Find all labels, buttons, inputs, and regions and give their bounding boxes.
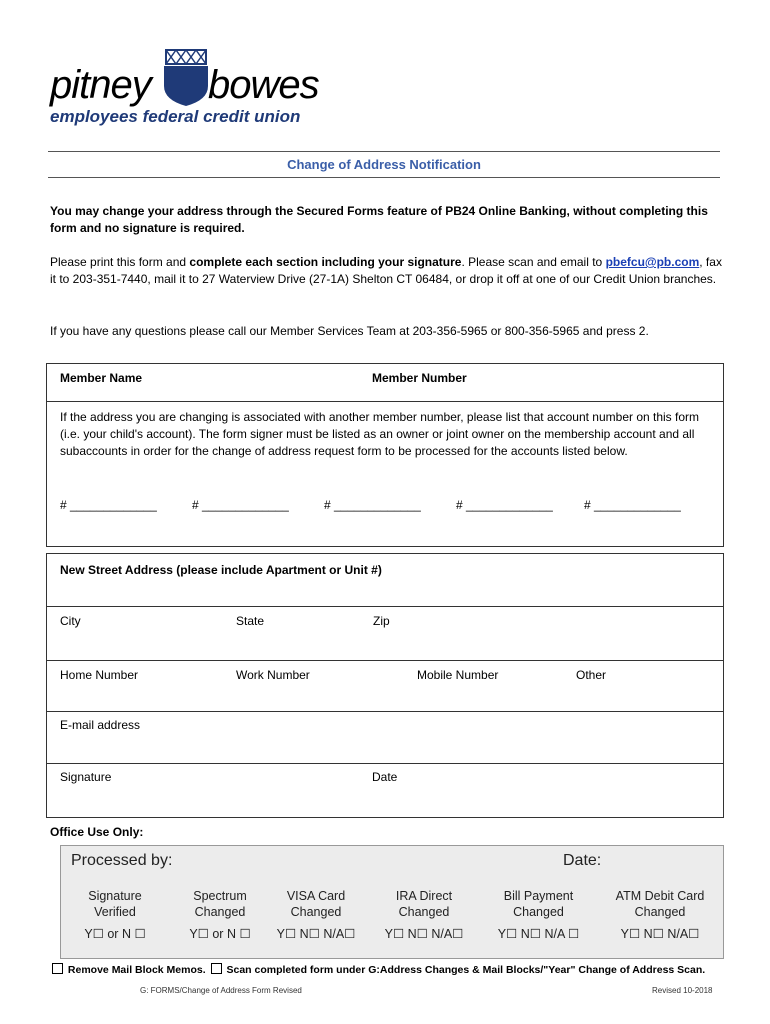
intro-text: You may change your address through the Secured Forms feature of PB24 Online Banking, without completing this form and no signature is required. xyxy=(50,204,708,235)
account-number-field[interactable]: # _____________ xyxy=(60,498,157,512)
logo xyxy=(50,45,330,130)
logo-word-pitney: pitney xyxy=(50,63,151,107)
footer-revised: Revised 10-2018 xyxy=(652,986,713,995)
signature-row xyxy=(47,764,723,817)
scan-form-text: Scan completed form under G:Address Changes & Mail Blocks/"Year" Change of Address Scan. xyxy=(226,964,706,976)
account-number-field[interactable]: # _____________ xyxy=(584,498,681,512)
office-column-ira xyxy=(369,888,479,942)
column-subtitle: Changed xyxy=(513,905,564,919)
instructions-part1: Please print this form and xyxy=(50,255,190,269)
member-note: If the address you are changing is associated with another member number, please list that account number on this form (i.e. your child's account). The form signer must be listed as an owner or joint owner on the membership account and all subaccounts in order for the change of address request form to be processed for the accounts listed below. xyxy=(60,410,700,458)
page-title: Change of Address Notification xyxy=(48,151,720,178)
mobile-number-label: Mobile Number xyxy=(417,668,499,682)
column-options[interactable]: Y☐ N☐ N/A☐ xyxy=(276,927,356,941)
state-label: State xyxy=(236,614,265,628)
column-subtitle: Changed xyxy=(194,905,246,919)
column-title: ATM Debit Card xyxy=(615,889,705,903)
email-link[interactable]: pbefcu@pb.com xyxy=(605,255,700,269)
column-options[interactable]: Y☐ N☐ N/A☐ xyxy=(384,927,464,941)
processed-by-label: Processed by: xyxy=(71,852,173,869)
other-label: Other xyxy=(576,668,607,682)
column-options[interactable]: Y☐ N☐ N/A ☐ xyxy=(497,927,580,941)
instructions-part2: . Please scan and email to xyxy=(461,255,606,269)
logo-subtitle: employees federal credit union xyxy=(50,107,301,126)
column-subtitle: Changed xyxy=(634,905,686,919)
column-title: Signature xyxy=(88,889,142,903)
scan-form-checkbox[interactable] xyxy=(211,963,222,974)
account-number-field[interactable]: # _____________ xyxy=(192,498,289,512)
office-column-signature xyxy=(61,888,169,942)
logo-word-bowes: bowes xyxy=(208,63,319,107)
street-address-label: New Street Address (please include Apartment or Unit #) xyxy=(60,563,382,577)
column-options[interactable]: Y☐ or N ☐ xyxy=(189,927,251,941)
member-number-label: Member Number xyxy=(372,371,467,385)
phone-row xyxy=(47,661,723,712)
office-use-heading: Office Use Only: xyxy=(50,825,144,839)
member-name-label: Member Name xyxy=(60,371,143,385)
instructions-part3: , fax it to 203-351-7440, mail it to 27 Waterview Drive (27-1A) Shelton CT 06484, or drop it off at one of our Credit Union branches. xyxy=(50,255,722,286)
work-number-label: Work Number xyxy=(236,668,310,682)
date-label: Date xyxy=(372,770,398,784)
logo-emblem-icon xyxy=(162,48,210,108)
column-title: Bill Payment xyxy=(503,889,574,903)
zip-label: Zip xyxy=(373,614,390,628)
office-column-atm xyxy=(599,888,721,942)
email-row xyxy=(47,712,723,764)
bottom-note xyxy=(50,963,740,976)
office-date-label: Date: xyxy=(563,852,602,869)
signature-label: Signature xyxy=(60,770,112,784)
instructions-bold: complete each section including your signature xyxy=(189,255,462,269)
footer-path: G: FORMS/Change of Address Form Revised xyxy=(140,986,302,995)
instructions-text xyxy=(50,254,722,288)
home-number-label: Home Number xyxy=(60,668,139,682)
questions-text: If you have any questions please call our Member Services Team at 203-356-5965 or 800-356-5965 and press 2. xyxy=(50,324,649,338)
column-subtitle: Changed xyxy=(290,905,342,919)
column-title: IRA Direct xyxy=(395,889,453,903)
office-column-bill-payment xyxy=(481,888,596,942)
address-section xyxy=(46,553,724,818)
account-number-field[interactable]: # _____________ xyxy=(456,498,553,512)
city-row xyxy=(47,607,723,661)
office-use-section xyxy=(60,845,724,959)
member-section xyxy=(46,363,724,547)
column-subtitle: Changed xyxy=(398,905,450,919)
member-name-row xyxy=(47,364,723,402)
office-column-spectrum xyxy=(166,888,274,942)
office-column-visa xyxy=(261,888,371,942)
column-title: VISA Card xyxy=(286,889,346,903)
column-title: Spectrum xyxy=(193,889,247,903)
remove-memo-text: Remove Mail Block Memos. xyxy=(67,964,206,976)
street-row xyxy=(47,554,723,607)
column-options[interactable]: Y☐ or N ☐ xyxy=(84,927,146,941)
city-label: City xyxy=(60,614,81,628)
column-subtitle: Verified xyxy=(94,905,136,919)
column-options[interactable]: Y☐ N☐ N/A☐ xyxy=(620,927,700,941)
remove-memo-checkbox[interactable] xyxy=(52,963,63,974)
email-address-label: E-mail address xyxy=(60,718,141,732)
account-number-field[interactable]: # _____________ xyxy=(324,498,421,512)
